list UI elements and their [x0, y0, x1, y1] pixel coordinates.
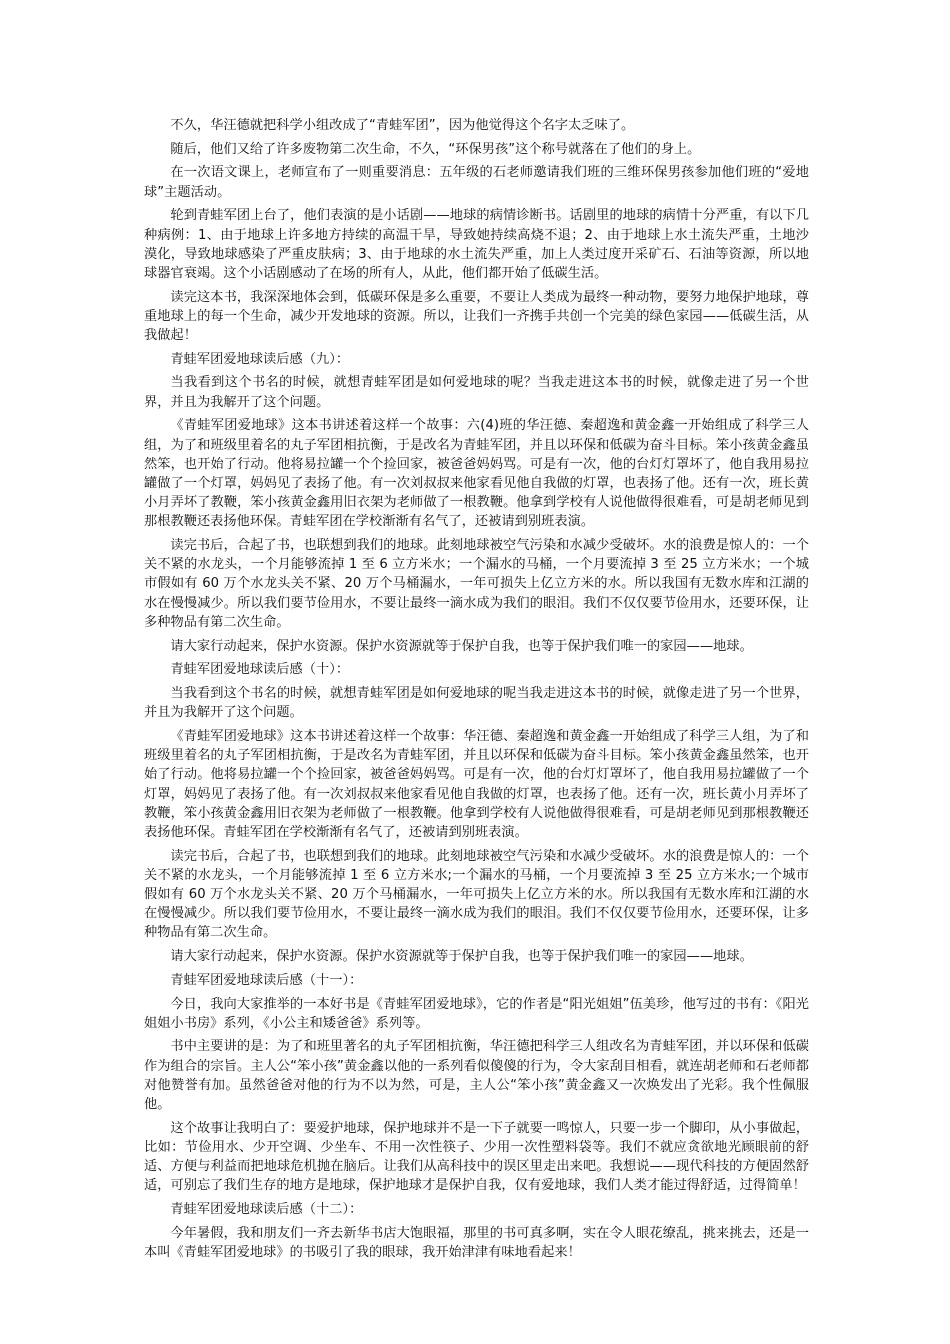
paragraph: 请大家行动起来，保护水资源。保护水资源就等于保护自我，也等于保护我们唯一的家园——地球。	[170, 638, 753, 654]
paragraph: 随后，他们又给了许多废物第二次生命，不久，“环保男孩”这个称号就落在了他们的身上。	[170, 141, 701, 157]
paragraph: 《青蛙军团爱地球》这本书讲述着这样一个故事：华汪德、秦超逸和黄金鑫一开始组成了科学三人组，为了和班级里着名的丸子军团相抗衡，于是改名为青蛙军团，并且以环保和低碳为奋斗目标。笨小孩黄金鑫虽然笨，也开始了行动。他将易拉罐一个个捡回家，被爸爸妈妈骂。可是有一次，他的台灯灯罩坏了，他自我用易拉罐做了一个灯罩，妈妈见了表扬了他。有一次刘叔叔来他家看见他自我做的灯罩，也表扬了他。还有一次，班长黄小月弄坏了教鞭，笨小孩黄金鑫用旧衣架为老师做了一根教鞭。他拿到学校有人说他做得很难看，可是胡老师见到那根教鞭还表扬他环保。青蛙军团在学校渐渐有名气了，还被请到别班表演。	[144, 728, 809, 840]
section-heading: 青蛙军团爱地球读后感（九）：	[170, 351, 350, 367]
section-heading: 青蛙军团爱地球读后感（十一）：	[170, 972, 363, 988]
paragraph: 这个故事让我明白了：要爱护地球，保护地球并不是一下子就要一鸣惊人，只要一步一个脚印，从小事做起，比如：节俭用水、少开空调、少坐车、不用一次性筷子、少用一次性塑料袋等。我们不就应贪欲地光顾眼前的舒适、方便与利益而把地球危机抛在脑后。让我们从高科技中的误区里走出来吧。我想说——现代科技的方便固然舒适，可别忘了我们生存的地方是地球，保护地球才是保护自我，仅有爱地球，我们人类才能过得舒适，过得简单！	[144, 1120, 809, 1194]
paragraph: 今日，我向大家推举的一本好书是《青蛙军团爱地球》，它的作者是“阳光姐姐”伍美珍，他写过的书有：《阳光姐姐小书房》系列，《小公主和矮爸爸》系列等。	[144, 996, 809, 1031]
paragraph: 读完这本书，我深深地体会到，低碳环保是多么重要，不要让人类成为最终一种动物，要努力地保护地球，尊重地球上的每一个生命，减少开发地球的资源。所以，让我们一齐携手共创一个完美的绿色家园——低碳生活，从我做起！	[144, 289, 809, 344]
paragraph: 轮到青蛙军团上台了，他们表演的是小话剧——地球的病情诊断书。话剧里的地球的病情十分严重，有以下几种病例：1、由于地球上许多地方持续的高温干旱，导致她持续高烧不退；2、由于地球上水土流失严重，土地沙漠化，导致地球感染了严重皮肤病；3、由于地球的水土流失严重，加上人类过度开采矿石、石油等资源，所以地球器官衰竭。这个小话剧感动了在场的所有人，从此，他们都开始了低碳生活。	[144, 208, 809, 281]
section-heading: 青蛙军团爱地球读后感（十）：	[170, 662, 350, 678]
paragraph: 读完书后，合起了书，也联想到我们的地球。此刻地球被空气污染和水减少受破坏。水的浪费是惊人的：一个关不紧的水龙头，一个月能够流掉 1 至 6 立方米水；一个漏水的马桶，一个月要流掉 3 至 25 立方米水；一个城市假如有 60 万个水龙头关不紧、20 万个马桶漏水，一年可损失上亿立方米的水。所以我国有无数水库和江湖的水在慢慢减少。所以我们要节俭用水，不要让最终一滴水成为我们的眼泪。我们不仅仅要节俭用水，还要环保，让多种物品有第二次生命。	[144, 538, 809, 630]
paragraph: 当我看到这个书名的时候，就想青蛙军团是如何爱地球的呢？当我走进这本书的时候，就像走进了另一个世界，并且为我解开了这个问题。	[144, 375, 809, 410]
paragraph: 请大家行动起来，保护水资源。保护水资源就等于保护自我，也等于保护我们唯一的家园——地球。	[170, 949, 753, 965]
paragraph: 书中主要讲的是：为了和班里著名的丸子军团相抗衡，华汪德把科学三人组改名为青蛙军团，并以环保和低碳作为组合的宗旨。主人公“笨小孩”黄金鑫以他的一系列看似傻傻的行为，令大家刮目相看，就连胡老师和石老师都对他赞誉有加。虽然爸爸对他的行为不以为然，可是，主人公“笨小孩”黄金鑫又一次焕发出了光彩。我个性佩服他。	[144, 1039, 809, 1113]
paragraph: 在一次语文课上，老师宣布了一则重要消息：五年级的石老师邀请我们班的三维环保男孩参加他们班的“爱地球”主题活动。	[144, 165, 809, 200]
paragraph: 《青蛙军团爱地球》这本书讲述着这样一个故事：六(4)班的华汪德、秦超逸和黄金鑫一开始组成了科学三人组，为了和班级里着名的丸子军团相抗衡，于是改名为青蛙军团，并且以环保和低碳为奋斗目标。笨小孩黄金鑫虽然笨，也开始了行动。他将易拉罐一个个捡回家，被爸爸妈妈骂。可是有一次，他的台灯灯罩坏了，他自我用易拉罐做了一个灯罩，妈妈见了表扬了他。有一次刘叔叔来他家看见他自我做的灯罩，也表扬了他。还有一次，班长黄小月弄坏了教鞭，笨小孩黄金鑫用旧衣架为老师做了一根教鞭。他拿到学校有人说他做得很难看，可是胡老师见到那根教鞭还表扬他环保。青蛙军团在学校渐渐有名气了，还被请到别班表演。	[144, 418, 809, 530]
paragraph: 不久，华汪德就把科学小组改成了“青蛙军团”，因为他觉得这个名字太乏味了。	[170, 118, 635, 133]
paragraph: 今年暑假，我和朋友们一齐去新华书店大饱眼福，那里的书可真多啊，实在令人眼花缭乱，挑来挑去，还是一本叫《青蛙军团爱地球》的书吸引了我的眼球，我开始津津有味地看起来！	[144, 1225, 809, 1260]
section-heading: 青蛙军团爱地球读后感（十二）：	[170, 1202, 363, 1218]
paragraph: 当我看到这个书名的时候，就想青蛙军团是如何爱地球的呢当我走进这本书的时候，就像走进了另一个世界，并且为我解开了这个问题。	[144, 685, 809, 721]
paragraph: 读完书后，合起了书，也联想到我们的地球。此刻地球被空气污染和水减少受破坏。水的浪费是惊人的：一个关不紧的水龙头，一个月能够流掉 1 至 6 立方米水;一个漏水的马桶，一个月要流掉 3 至 25 立方米水;一个城市假如有 60 万个水龙头关不紧、20 万个马桶漏水，一年可损失上亿立方米的水。所以我国有无数水库和江湖的水在慢慢减少。所以我们要节俭用水，不要让最终一滴水成为我们的眼泪。我们不仅仅要节俭用水，还要环保，让多种物品有第二次生命。	[144, 848, 809, 941]
